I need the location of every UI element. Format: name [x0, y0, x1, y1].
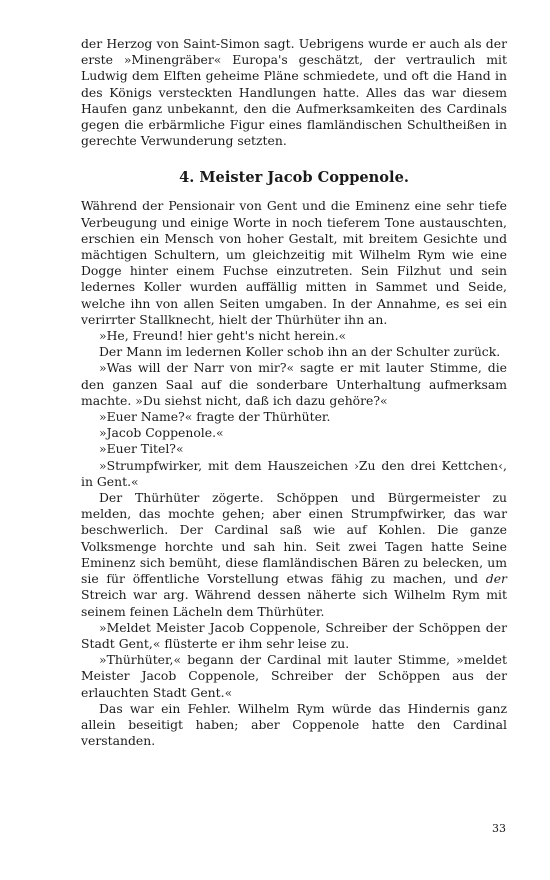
paragraph-9 [81, 490, 507, 620]
paragraph-10: »Meldet Meister Jacob Coppenole, Schreiber der Schöppen der Stadt Gent,« flüsterte er ihm sehr leise zu. [81, 619, 507, 651]
paragraph-11: »Thürhüter,« begann der Cardinal mit lauter Stimme, »meldet Meister Jacob Coppenole, Schreiber der Schöppen aus der erlauchten Stadt Gent.« [81, 652, 507, 700]
paragraph-3: Der Mann im ledernen Koller schob ihn an der Schulter zurück. [99, 344, 501, 360]
paragraph-7: »Euer Titel?« [99, 441, 184, 457]
opening-paragraph: der Herzog von Saint-Simon sagt. Uebrigens wurde er auch als der erste »Minengräber« Europa's geschätzt, der vertraulich mit Ludwig dem Elften geheime Pläne schmiedete, und oft die Hand in des Königs versteckten Handlungen hatte. Alles das war diesem Haufen ganz unbekannt, den die Aufmerksamkeiten des Cardinals gegen die erbärmliche Figur eines flamländischen Schultheißen in gerechte Verwunderung setzten. [81, 36, 507, 149]
paragraph-12: Das war ein Fehler. Wilhelm Rym würde das Hindernis ganz allein beseitigt haben; aber Coppenole hatte den Cardinal verstanden. [81, 700, 507, 749]
chapter-heading: 4. Meister Jacob Coppenole. [179, 169, 409, 187]
paragraph-1: Während der Pensionair von Gent und die Eminenz eine sehr tiefe Verbeugung und einige Worte in noch tieferem Tone austauschten, erschien ein Mensch von hoher Gestalt, mit breitem Gesichte und mächtigen Schultern, um gleichzeitig mit Wilhelm Rym wie eine Dogge hinter einem Fuchse einzutreten. Sein Filzhut und sein ledernes Koller wurden auffällig mitten in Sammet und Seide, welche ihn von allen Seiten umgaben. In der Annahme, es sei ein verirrter Stallknecht, hielt der Thürhüter ihn an. [81, 198, 507, 327]
emphasis-word: der [485, 571, 507, 587]
paragraph-5: »Euer Name?« fragte der Thürhüter. [99, 409, 331, 425]
paragraph-9-text: Der Thürhüter zögerte. Schöppen und Bürgermeister zu melden, das mochte gehen; aber einen Strumpfwirker, das war beschwerlich. Der Cardinal saß wie auf Kohlen. Die ganze Volksmenge horchte und sah hin. Seit zwei Tagen hatte Seine Eminenz sich bemüht, diese flamländischen Bären zu belecken, um sie für öffentliche Vorstellung etwas fähig zu machen, und [81, 490, 507, 587]
paragraph-8: »Strumpfwirker, mit dem Hauszeichen ›Zu den drei Kettchen‹, in Gent.« [81, 457, 507, 489]
paragraph-6: »Jacob Coppenole.« [99, 425, 224, 441]
paragraph-4: »Was will der Narr von mir?« sagte er mit lauter Stimme, die den ganzen Saal auf die sonderbare Unterhaltung aufmerksam machte. »Du siehst nicht, daß ich dazu gehöre?« [81, 360, 507, 408]
paragraph-9-tail: Streich war arg. Während dessen näherte sich Wilhelm Rym mit seinem feinen Lächeln dem Thürhüter. [81, 587, 507, 619]
paragraph-2: »He, Freund! hier geht's nicht herein.« [99, 328, 347, 344]
page-number: 33 [492, 822, 506, 835]
book-page [81, 36, 507, 749]
